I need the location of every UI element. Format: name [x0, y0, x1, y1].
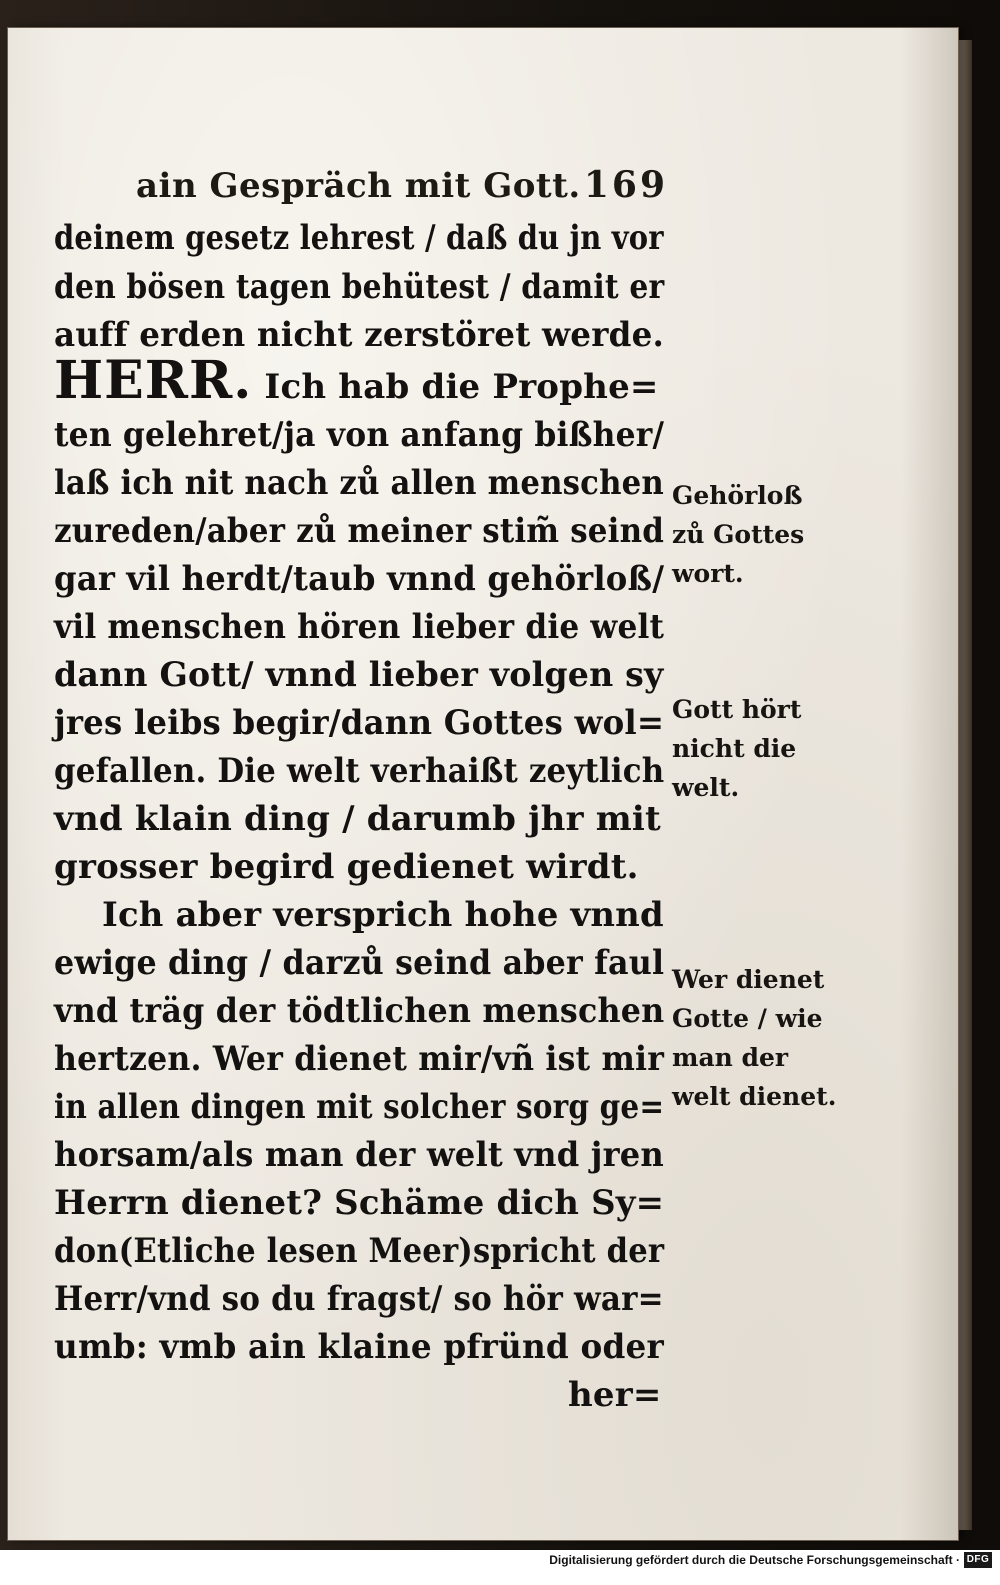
- paragraph-initial: HERR.: [54, 350, 253, 411]
- text-line: umb: vmb ain klaine pfründ oder: [54, 1327, 664, 1367]
- text-line-indented: Ich aber versprich hohe vnnd: [102, 895, 664, 935]
- text-line: vil menschen hören lieber die welt: [54, 607, 665, 647]
- funding-credit-text: Digitalisierung gefördert durch die Deutsche Forschungsgemeinschaft: [549, 1553, 953, 1567]
- text-line: jres leibs begir/dann Gottes wol=: [54, 703, 665, 743]
- text-line: ewige ding / darzů seind aber faul: [54, 943, 665, 983]
- margin-note-line: zů Gottes: [672, 520, 805, 549]
- text-line-initial: [54, 350, 664, 411]
- text-line: hertzen. Wer dienet mir/vñ ist mir: [54, 1039, 665, 1079]
- page-edge: [958, 40, 972, 1530]
- margin-note-line: welt dienet.: [672, 1082, 837, 1111]
- margin-note-line: nicht die: [672, 734, 797, 763]
- running-head: [128, 158, 668, 218]
- text-line: Herr/vnd so du fragst/ so hör war=: [54, 1279, 664, 1319]
- text-line: laß ich nit nach zů allen menschen: [54, 463, 664, 503]
- text-line: zureden/aber zů meiner stim̃ seind: [54, 511, 665, 551]
- text-line: don(Etliche lesen Meer)spricht der: [54, 1231, 665, 1271]
- text-line: ten gelehret/ja von anfang bißher/: [54, 415, 665, 455]
- text-line: auff erden nicht zerstöret werde.: [54, 315, 665, 355]
- catchword: her=: [568, 1375, 662, 1415]
- text-line: vnd träg der tödtlichen menschen: [54, 991, 665, 1031]
- running-title: ain Gespräch mit Gott.: [136, 166, 581, 206]
- text-line: Herrn dienet? Schäme dich Sy=: [54, 1183, 665, 1223]
- text-line: vnd klain ding / darumb jhr mit: [54, 799, 661, 839]
- funding-credit: Digitalisierung gefördert durch die Deutsche Forschungsgemeinschaft ·: [549, 1553, 960, 1567]
- text-line: gefallen. Die welt verhaißt zeytlich: [54, 751, 665, 791]
- page-number: 169: [583, 164, 668, 206]
- margin-note-line: Gehörloß: [672, 481, 803, 510]
- margin-note: [672, 960, 836, 1116]
- margin-note: [672, 476, 804, 593]
- book-page: [8, 28, 958, 1540]
- text-line: grosser begird gedienet wirdt.: [54, 847, 639, 887]
- text-line: dann Gott/ vnnd lieber volgen sy: [54, 655, 664, 695]
- margin-note-line: welt.: [672, 773, 740, 802]
- margin-note-line: Gotte / wie: [672, 1004, 823, 1033]
- margin-note-line: man der: [672, 1043, 789, 1072]
- text-line: den bösen tagen behütest / damit er: [54, 267, 665, 307]
- text-line: gar vil herdt/taub vnnd gehörloß/: [54, 559, 665, 599]
- margin-note: [672, 690, 801, 807]
- margin-note-line: Wer dienet: [672, 965, 825, 994]
- text-line: deinem gesetz lehrest / daß du jn vor: [54, 218, 664, 258]
- margin-note-line: Gott hört: [672, 695, 802, 724]
- margin-note-line: wort.: [672, 559, 744, 588]
- dfg-logo: DFG: [964, 1552, 992, 1568]
- text-line: horsam/als man der welt vnd jren: [54, 1135, 664, 1175]
- text-line: in allen dingen mit solcher sorg ge=: [54, 1087, 665, 1127]
- text-line-rest: Ich hab die Prophe=: [252, 367, 659, 407]
